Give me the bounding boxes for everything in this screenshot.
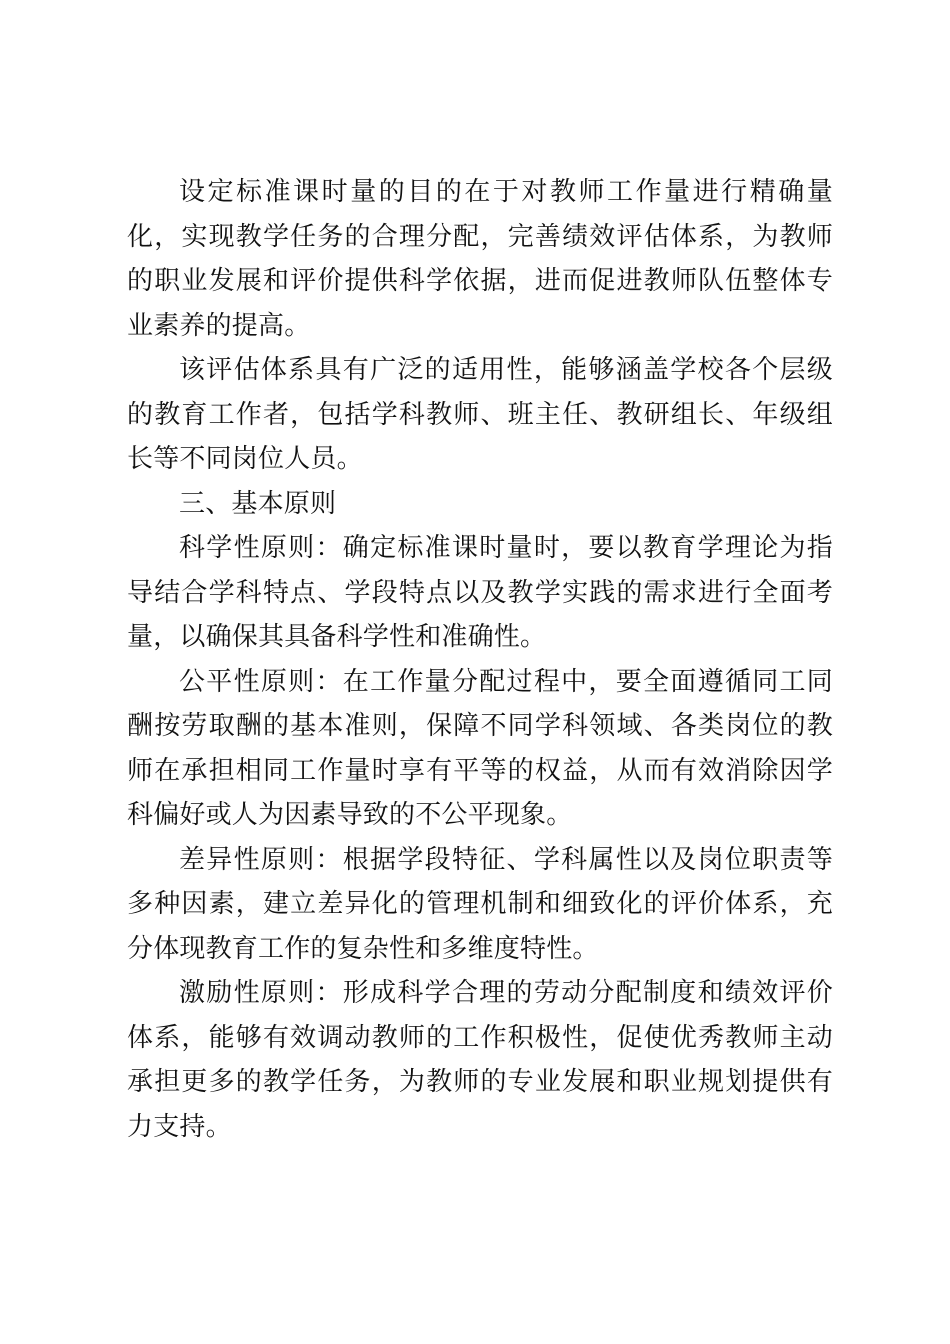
- paragraph-differentiation-principle: 差异性原则：根据学段特征、学科属性以及岗位职责等多种因素，建立差异化的管理机制和细致化的评价体系，充分体现教育工作的复杂性和多维度特性。: [127, 844, 833, 964]
- document-body: [127, 170, 833, 1149]
- paragraph-scientific-principle: 科学性原则：确定标准课时量时，要以教育学理论为指导结合学科特点、学段特点以及教学实践的需求进行全面考量，以确保其具备科学性和准确性。: [127, 533, 833, 652]
- paragraph-fairness-principle: 公平性原则：在工作量分配过程中，要全面遵循同工同酬按劳取酬的基本准则，保障不同学科领域、各类岗位的教师在承担相同工作量时享有平等的权益，从而有效消除因学科偏好或人为因素导致的不公平现象。: [127, 666, 833, 830]
- paragraph-incentive-principle: 激励性原则：形成科学合理的劳动分配制度和绩效评价体系，能够有效调动教师的工作积极性，促使优秀教师主动承担更多的教学任务，为教师的专业发展和职业规划提供有力支持。: [127, 978, 833, 1142]
- paragraph-purpose: 设定标准课时量的目的在于对教师工作量进行精确量化，实现教学任务的合理分配，完善绩效评估体系，为教师的职业发展和评价提供科学依据，进而促进教师队伍整体专业素养的提高。: [127, 177, 833, 341]
- section-heading-basic-principles: 三、基本原则: [179, 488, 337, 519]
- paragraph-scope: 该评估体系具有广泛的适用性，能够涵盖学校各个层级的教育工作者，包括学科教师、班主任、教研组长、年级组长等不同岗位人员。: [127, 355, 833, 474]
